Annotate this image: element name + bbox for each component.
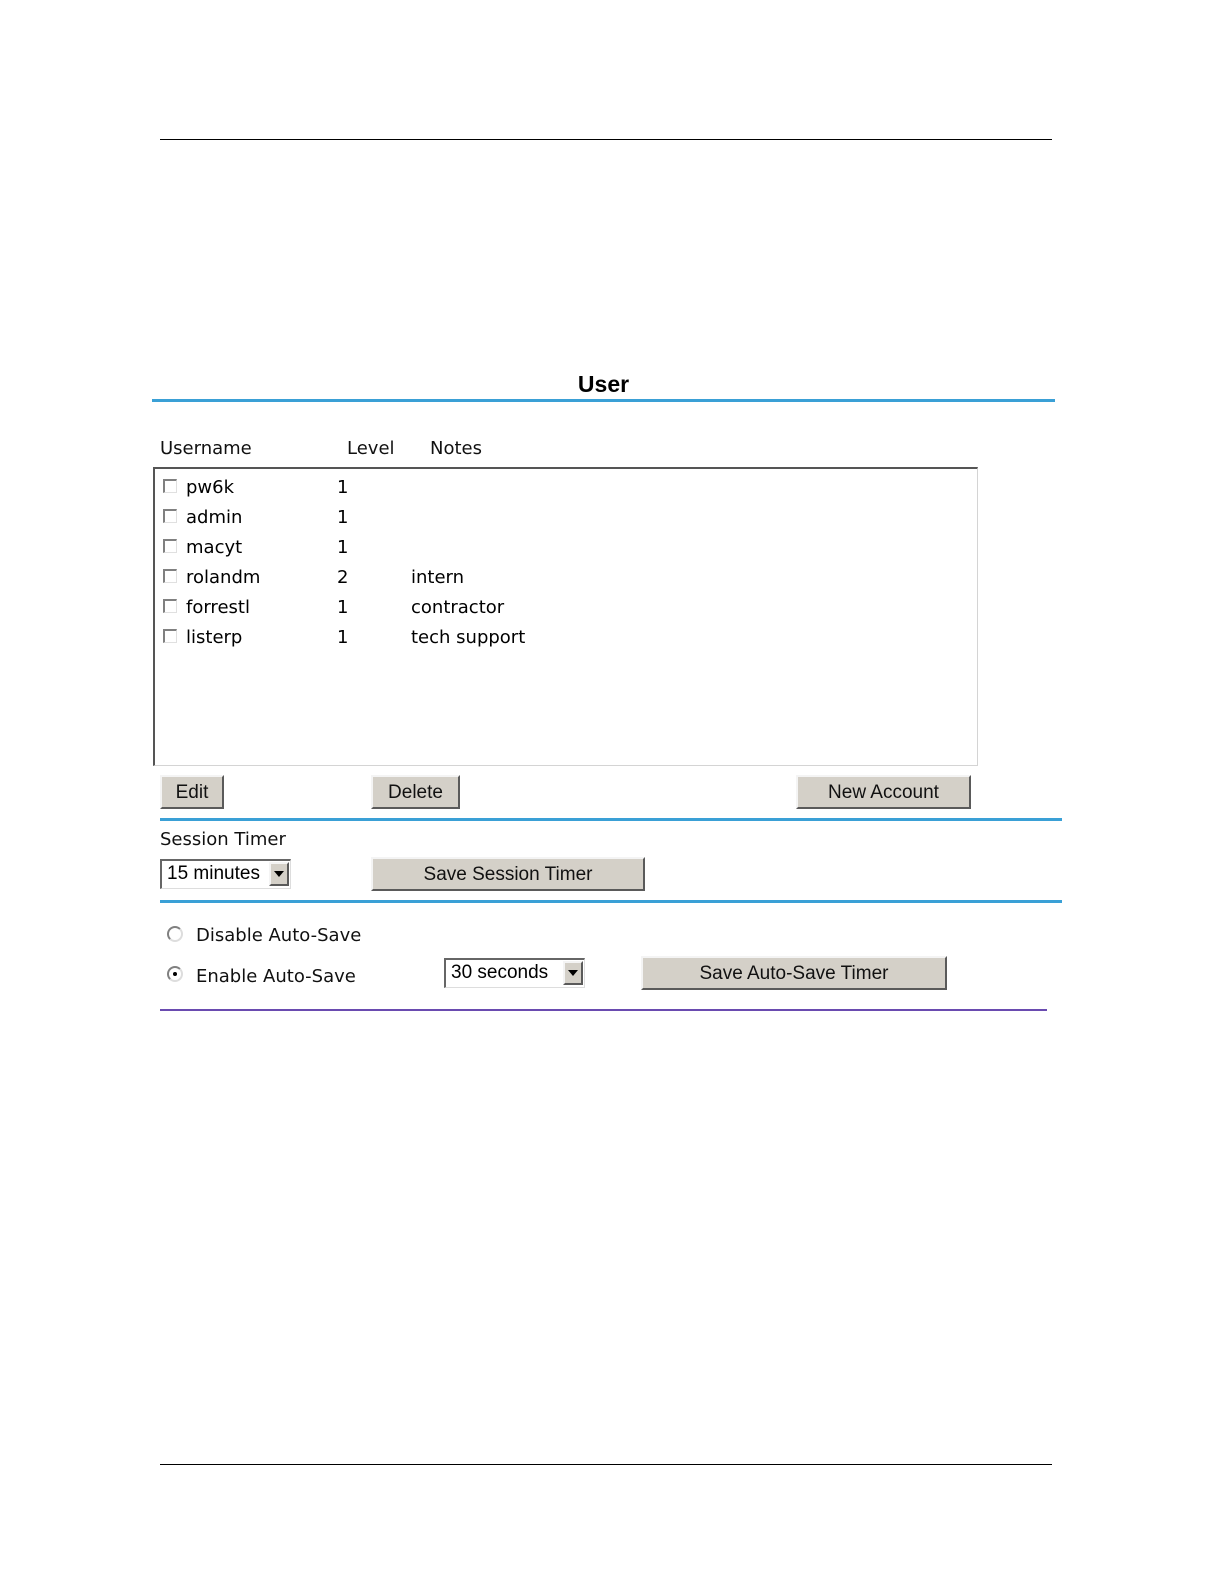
edit-button[interactable]: Edit <box>160 775 224 809</box>
table-row[interactable] <box>155 563 975 593</box>
column-header-notes: Notes <box>430 438 482 459</box>
save-session-timer-button[interactable]: Save Session Timer <box>371 857 645 891</box>
user-checkbox[interactable] <box>163 599 177 613</box>
page-footer-rule <box>160 1464 1052 1465</box>
session-timer-label: Session Timer <box>160 829 286 850</box>
save-autosave-timer-button[interactable]: Save Auto-Save Timer <box>641 956 947 990</box>
level-cell: 1 <box>337 537 349 558</box>
table-row[interactable] <box>155 473 975 503</box>
page-header-rule <box>160 139 1052 140</box>
column-header-level: Level <box>347 438 395 459</box>
section-divider <box>160 818 1062 821</box>
username-cell: admin <box>186 507 243 528</box>
username-cell: listerp <box>186 627 243 648</box>
notes-cell: intern <box>411 567 465 588</box>
user-checkbox[interactable] <box>163 509 177 523</box>
user-checkbox[interactable] <box>163 629 177 643</box>
table-row[interactable] <box>155 593 975 623</box>
chevron-down-icon[interactable] <box>269 862 289 886</box>
notes-cell: contractor <box>411 597 505 618</box>
user-checkbox[interactable] <box>163 539 177 553</box>
panel-title: User <box>577 371 630 397</box>
user-checkbox[interactable] <box>163 569 177 583</box>
bottom-divider <box>160 1009 1047 1011</box>
autosave-interval-select[interactable] <box>444 958 585 988</box>
title-divider <box>152 399 1055 402</box>
level-cell: 1 <box>337 627 349 648</box>
new-account-button[interactable]: New Account <box>796 775 971 809</box>
enable-autosave-radio[interactable] <box>167 966 183 982</box>
autosave-interval-value: 30 seconds <box>451 962 549 983</box>
level-cell: 2 <box>337 567 349 588</box>
level-cell: 1 <box>337 507 349 528</box>
level-cell: 1 <box>337 597 349 618</box>
notes-cell: tech support <box>411 627 526 648</box>
username-cell: macyt <box>186 537 243 558</box>
username-cell: forrestl <box>186 597 250 618</box>
delete-button[interactable]: Delete <box>371 775 460 809</box>
section-divider <box>160 900 1062 903</box>
column-header-username: Username <box>160 438 252 459</box>
table-row[interactable] <box>155 623 975 653</box>
enable-autosave-label: Enable Auto-Save <box>196 966 356 987</box>
level-cell: 1 <box>337 477 349 498</box>
table-row[interactable] <box>155 533 975 563</box>
username-cell: pw6k <box>186 477 235 498</box>
chevron-down-icon[interactable] <box>563 961 583 985</box>
user-list[interactable] <box>153 467 978 766</box>
session-timer-value: 15 minutes <box>167 863 260 884</box>
username-cell: rolandm <box>186 567 261 588</box>
disable-autosave-radio[interactable] <box>167 926 183 942</box>
table-row[interactable] <box>155 503 975 533</box>
user-checkbox[interactable] <box>163 479 177 493</box>
disable-autosave-label: Disable Auto-Save <box>196 925 362 946</box>
session-timer-select[interactable] <box>160 859 291 889</box>
